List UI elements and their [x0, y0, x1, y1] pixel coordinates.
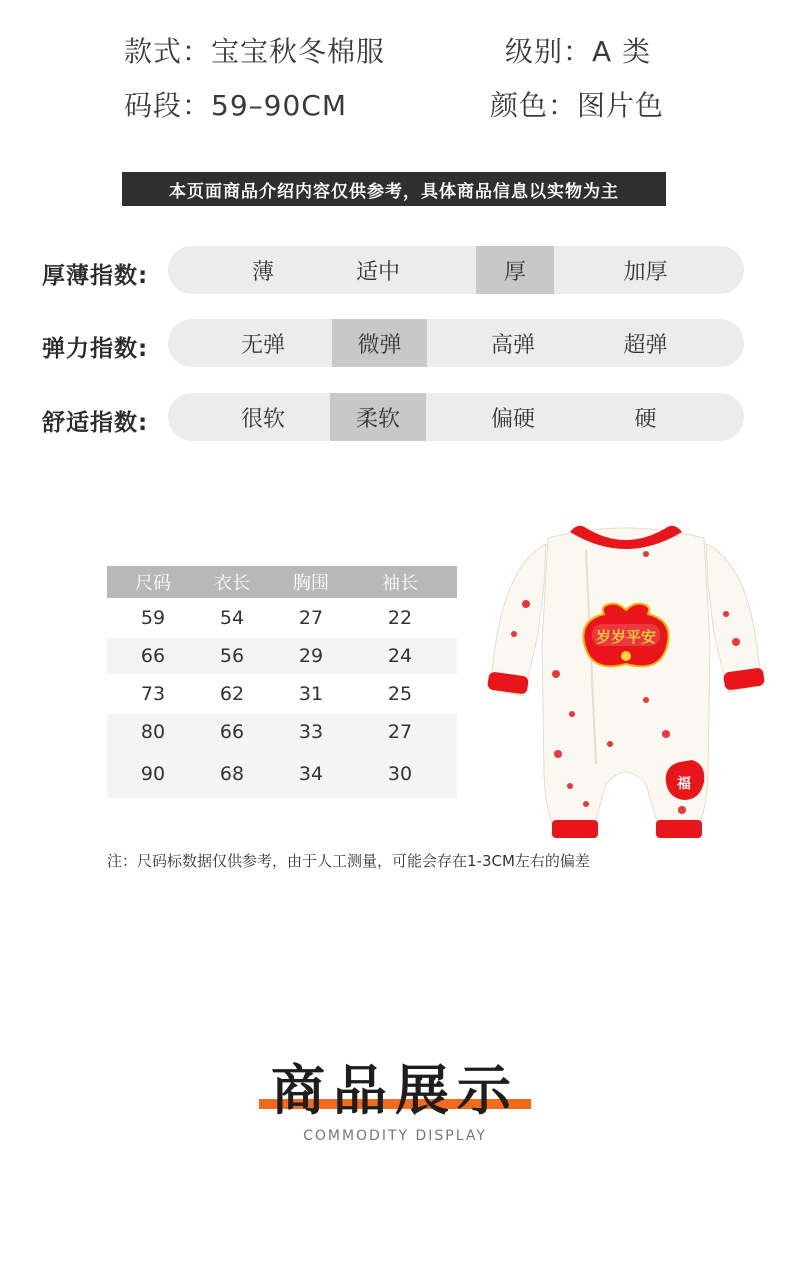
cell: 56: [219, 645, 245, 667]
table-row: [107, 638, 457, 674]
thickness-option: 加厚: [623, 259, 668, 285]
product-image: [486, 524, 766, 846]
size-range-label: 码段：: [124, 89, 212, 122]
cell: 31: [298, 683, 324, 705]
grade-label: 级别：: [505, 35, 593, 68]
cell: 24: [387, 645, 413, 667]
size-range-info: [124, 84, 347, 124]
size-table-header: [107, 566, 457, 598]
size-table: [107, 566, 457, 798]
elasticity-index-scale: [168, 319, 744, 367]
cell: 54: [219, 607, 245, 629]
elasticity-index-label: 弹力指数:: [42, 336, 149, 362]
thickness-index-scale: [168, 246, 744, 294]
style-label: 款式：: [124, 35, 212, 68]
thickness-index-label: 厚薄指数:: [42, 263, 149, 289]
thickness-option: 薄: [251, 259, 274, 285]
elasticity-option: 无弹: [240, 332, 285, 358]
color-value: 图片色: [577, 89, 665, 122]
color-label: 颜色：: [490, 89, 578, 122]
table-row: [107, 714, 457, 750]
size-range-value: 59–90CM: [211, 89, 347, 122]
cell: 62: [219, 683, 245, 705]
comfort-index-scale: [168, 393, 744, 441]
cell: 80: [140, 721, 166, 743]
style-info: [124, 30, 385, 70]
cell: 27: [387, 721, 413, 743]
cell: 29: [298, 645, 324, 667]
header-sleeve: 袖长: [382, 573, 418, 594]
table-row: [107, 598, 457, 638]
comfort-option: 偏硬: [490, 406, 535, 432]
comfort-option-selected: 柔软: [330, 393, 426, 441]
cell: 90: [140, 763, 166, 785]
header-size: 尺码: [135, 573, 171, 594]
thickness-option: 适中: [355, 259, 400, 285]
table-row: [107, 750, 457, 798]
style-value: 宝宝秋冬棉服: [211, 35, 386, 68]
thickness-option-selected: 厚: [476, 246, 554, 294]
cell: 66: [140, 645, 166, 667]
elasticity-option: 超弹: [623, 332, 668, 358]
header-chest: 胸围: [293, 573, 329, 594]
cell: 66: [219, 721, 245, 743]
elasticity-option: 高弹: [490, 332, 535, 358]
disclaimer-banner: 本页面商品介绍内容仅供参考，具体商品信息以实物为主: [122, 172, 666, 206]
cell: 68: [219, 763, 245, 785]
cell: 33: [298, 721, 324, 743]
table-row: [107, 674, 457, 714]
cell: 34: [298, 763, 324, 785]
comfort-option: 很软: [240, 406, 285, 432]
badge-text: 岁岁平安: [595, 628, 657, 646]
section-title: 商品展示: [271, 1059, 519, 1122]
cell: 25: [387, 683, 413, 705]
header-length: 衣长: [214, 573, 250, 594]
section-subtitle: COMMODITY DISPLAY: [303, 1128, 487, 1144]
comfort-option: 硬: [634, 406, 657, 432]
elasticity-option-selected: 微弹: [332, 319, 427, 367]
cell: 73: [140, 683, 166, 705]
cell: 59: [140, 607, 166, 629]
cell: 27: [298, 607, 324, 629]
cell: 30: [387, 763, 413, 785]
grade-value: A 类: [592, 35, 652, 68]
grade-info: [505, 30, 651, 70]
comfort-index-label: 舒适指数:: [42, 410, 149, 436]
size-note: 注：尺码标数据仅供参考，由于人工测量，可能会存在1-3CM左右的偏差: [107, 852, 590, 870]
color-info: [490, 84, 664, 124]
cell: 22: [387, 607, 413, 629]
pocket-text: 福: [677, 776, 691, 792]
